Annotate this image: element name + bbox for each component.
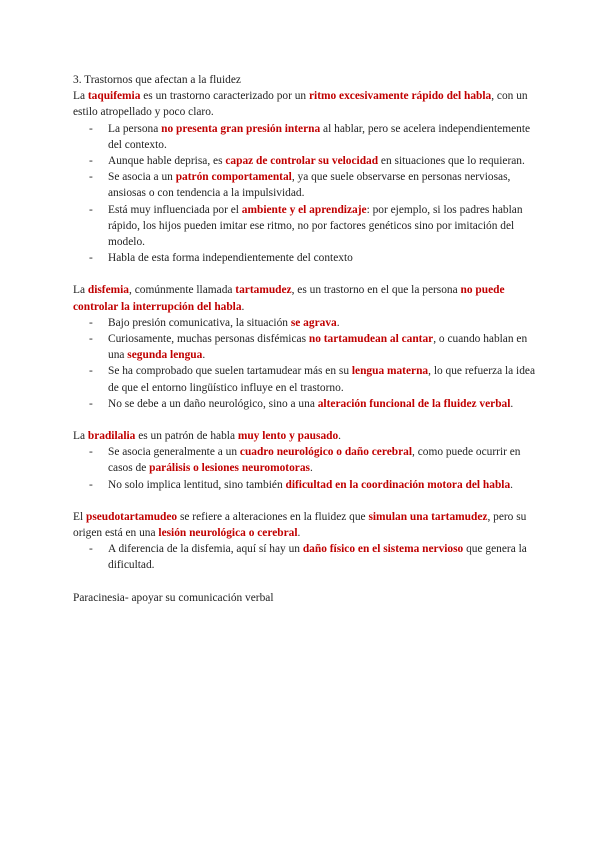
text-run: que genera la dificultad. xyxy=(108,543,527,572)
text-run: La xyxy=(73,90,88,103)
text-run: Está muy influenciada por el xyxy=(108,203,242,216)
text-run: Se asocia a un xyxy=(108,171,176,184)
text-run: . xyxy=(297,527,301,540)
footer-note: Paracinesia- apoyar su comunicación verbal xyxy=(73,591,274,604)
list-item xyxy=(73,153,538,169)
bullet-list xyxy=(73,315,538,412)
text-run: se refiere a alteraciones en la fluidez que xyxy=(177,510,369,523)
text-run: Se ha comprobado que suelen tartamudear más en su xyxy=(108,365,352,378)
text-run: La xyxy=(73,284,88,297)
text-run: Se asocia generalmente a un xyxy=(108,446,240,459)
list-item xyxy=(73,444,538,476)
text-run: Aunque hable deprisa, es xyxy=(108,155,226,168)
text-run: , lo que refuerza la idea de que el entorno lingüístico influye en el trastorno. xyxy=(108,365,536,394)
highlighted-term: no presenta gran presión interna xyxy=(161,122,321,135)
text-run: , comúnmente llamada xyxy=(129,284,236,297)
highlighted-term: segunda lengua xyxy=(127,349,203,362)
section-intro xyxy=(73,282,538,314)
list-item xyxy=(73,477,538,493)
highlighted-term: parálisis o lesiones neuromotoras xyxy=(149,462,310,475)
section-intro xyxy=(73,88,538,120)
text-run: . xyxy=(202,349,206,362)
list-item xyxy=(73,121,538,153)
highlighted-term: bradilalia xyxy=(87,430,136,443)
highlighted-term: lengua materna xyxy=(351,365,429,378)
text-run: Curiosamente, muchas personas disfémicas xyxy=(108,333,309,346)
highlighted-term: dificultad en la coordinación motora del habla xyxy=(285,478,511,491)
text-run: A diferencia de la disfemia, aquí sí hay un xyxy=(108,543,303,556)
paragraph-spacer xyxy=(73,574,538,590)
list-item xyxy=(73,363,538,395)
text-run: . xyxy=(241,300,245,313)
text-run: : por ejemplo, si los padres hablan rápido, los hijos pueden imitar ese ritmo, no por factores genéticos sino por imitación del modelo. xyxy=(108,203,523,249)
bullet-dash: - xyxy=(89,365,93,378)
list-item xyxy=(73,250,538,266)
text-run: . xyxy=(336,316,340,329)
highlighted-term: ambiente y el aprendizaje xyxy=(241,203,367,216)
text-run: . xyxy=(309,462,313,475)
highlighted-term: no puede controlar la interrupción del habla xyxy=(73,284,505,313)
highlighted-term: lesión neurológica o cerebral xyxy=(158,527,298,540)
bullet-dash: - xyxy=(89,252,93,265)
bullet-dash: - xyxy=(89,397,93,410)
highlighted-term: cuadro neurológico o daño cerebral xyxy=(239,446,413,459)
text-run: al hablar, pero se acelera independientemente del contexto. xyxy=(108,122,531,151)
bullet-dash: - xyxy=(89,203,93,216)
bullet-list xyxy=(73,121,538,267)
highlighted-term: ritmo excesivamente rápido del habla xyxy=(308,90,492,103)
bullet-dash: - xyxy=(89,543,93,556)
highlighted-term: alteración funcional de la fluidez verbal xyxy=(317,397,511,410)
text-run: en situaciones que lo requieran. xyxy=(378,155,525,168)
text-run: El xyxy=(73,510,86,523)
text-run: Habla de esta forma independientemente del contexto xyxy=(108,252,353,265)
text-run: La xyxy=(73,430,88,443)
bullet-list xyxy=(73,541,538,573)
text-run: , es un trastorno en el que la persona xyxy=(291,284,461,297)
highlighted-term: tartamudez xyxy=(235,284,292,297)
text-run: . xyxy=(338,430,342,443)
highlighted-term: simulan una tartamudez xyxy=(368,510,488,523)
bullet-list xyxy=(73,444,538,493)
text-run: . xyxy=(510,478,514,491)
text-run: es un trastorno caracterizado por un xyxy=(140,90,309,103)
list-item xyxy=(73,169,538,201)
highlighted-term: muy lento y pausado xyxy=(237,430,339,443)
bullet-dash: - xyxy=(89,446,93,459)
highlighted-term: se agrava xyxy=(290,316,337,329)
highlighted-term: pseudotartamudeo xyxy=(85,510,178,523)
highlighted-term: disfemia xyxy=(87,284,130,297)
sections-container xyxy=(73,88,538,589)
text-run: , con un estilo atropellado y poco claro. xyxy=(73,90,528,119)
text-run: Bajo presión comunicativa, la situación xyxy=(108,316,291,329)
list-item xyxy=(73,331,538,363)
text-run: No solo implica lentitud, sino también xyxy=(108,478,286,491)
text-run: , pero su origen está en una xyxy=(73,510,527,540)
highlighted-term: taquifemia xyxy=(87,90,141,103)
highlighted-term: patrón comportamental xyxy=(175,171,292,184)
text-run: , o cuando hablan en una xyxy=(108,333,528,362)
highlighted-term: no tartamudean al cantar xyxy=(308,333,434,346)
list-item xyxy=(73,396,538,412)
bullet-dash: - xyxy=(89,171,93,184)
list-item xyxy=(73,202,538,251)
text-run: No se debe a un daño neurológico, sino a una xyxy=(108,397,318,410)
text-run: La persona xyxy=(108,122,162,135)
highlighted-term: capaz de controlar su velocidad xyxy=(225,155,379,168)
paragraph-spacer xyxy=(73,412,538,428)
paragraph-spacer xyxy=(73,493,538,509)
document-page xyxy=(73,72,538,606)
list-item xyxy=(73,315,538,331)
section-intro xyxy=(73,509,538,541)
highlighted-term: daño físico en el sistema nervioso xyxy=(302,543,464,556)
bullet-dash: - xyxy=(89,155,93,168)
text-run: , ya que suele observarse en personas nerviosas, ansiosas o con tendencia a la impulsividad. xyxy=(108,171,511,200)
section-heading: 3. Trastornos que afectan a la fluidez xyxy=(73,74,241,86)
text-run: , como puede ocurrir en casos de xyxy=(108,446,521,475)
section-intro xyxy=(73,428,538,444)
bullet-dash: - xyxy=(89,478,93,491)
list-item xyxy=(73,541,538,573)
paragraph-spacer xyxy=(73,266,538,282)
bullet-dash: - xyxy=(89,333,93,346)
text-run: . xyxy=(510,397,514,410)
bullet-dash: - xyxy=(89,316,93,329)
bullet-dash: - xyxy=(89,122,93,135)
text-run: es un patrón de habla xyxy=(135,430,238,443)
